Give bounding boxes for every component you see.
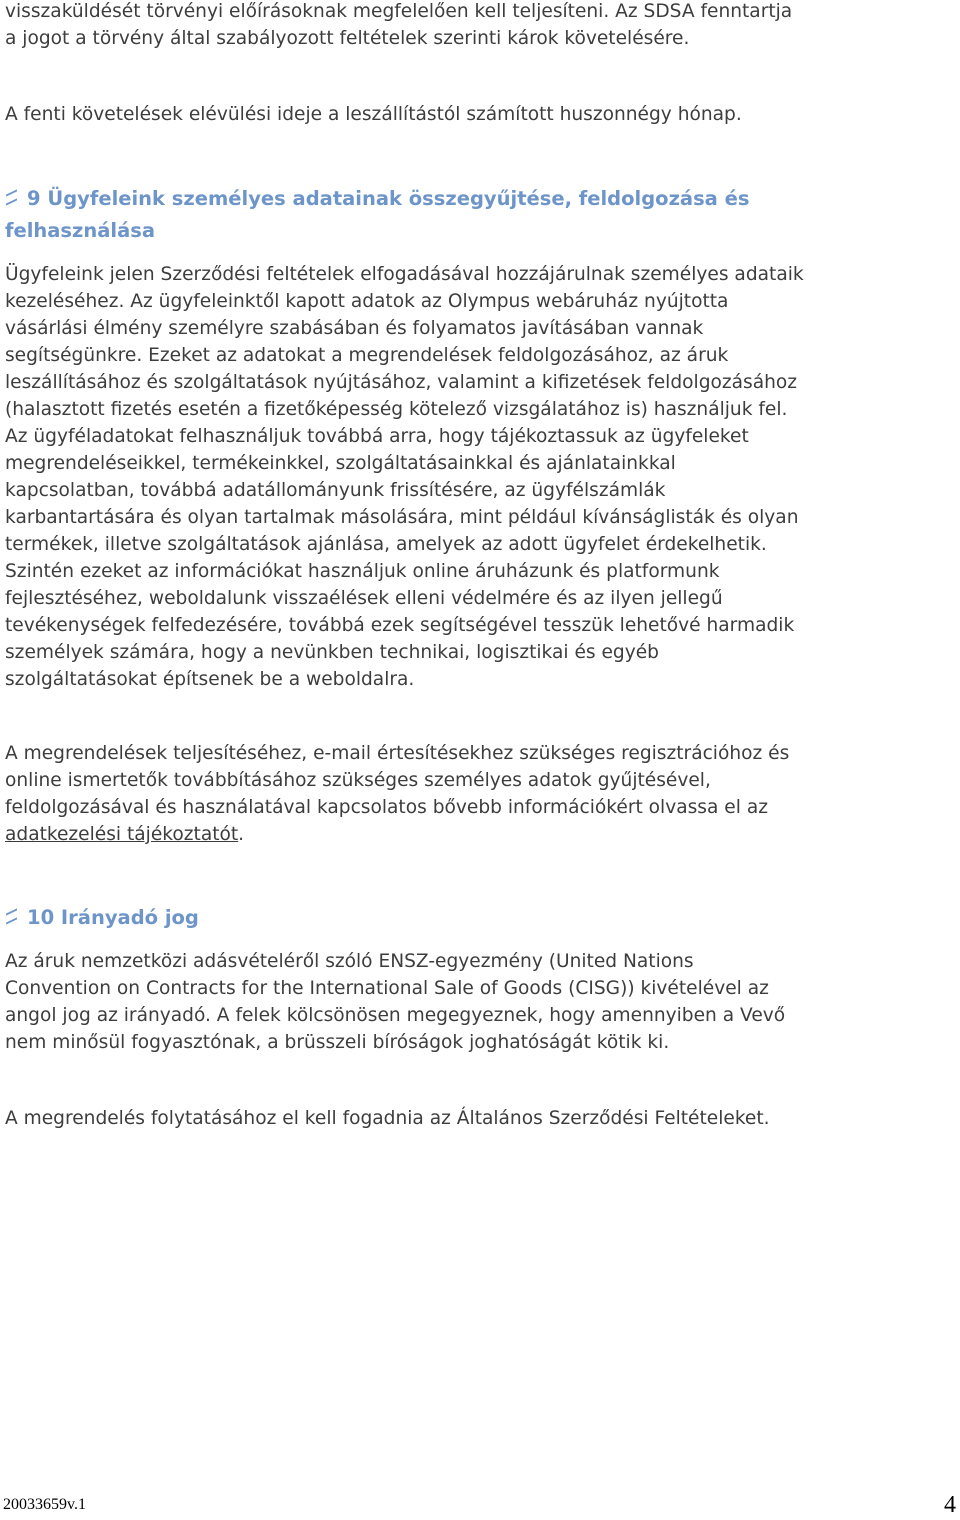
page-number: 4	[944, 1492, 956, 1518]
section-10-body: Az áruk nemzetközi adásvételéről szóló ENSZ-egyezmény (United Nations Convention on Contracts for the International Sale of Goods (CISG)) kivételével az angol jog az irányadó. A felek kölcsönösen megegyeznek, hogy amennyiben a Vevő nem minősül fogyasztónak, a brüsszeli bíróságok joghatóságát kötik ki.	[5, 951, 786, 1053]
paragraph-returns: visszaküldését törvényi előírásoknak megfelelően kell teljesíteni. Az SDSA fenntartja a jogot a törvény által szabályozott feltételek szerinti károk követelésére.	[5, 1, 793, 49]
section-10-heading: 10 Irányadó jog	[5, 902, 199, 934]
section-9-heading-line-2: felhasználása	[5, 219, 156, 242]
section-9-heading-line-1: 9 Ügyfeleink személyes adatainak összegyűjtése, feldolgozása és	[5, 183, 749, 215]
paragraph-accept-terms: A megrendelés folytatásához el kell fogadnia az Általános Szerződési Feltételeket.	[5, 1108, 770, 1129]
section-9-info-paragraph: A megrendelések teljesítéséhez, e-mail értesítésekhez szükséges regisztrációhoz és online ismertetők továbbításához szükséges személyes adatok gyűjtésével, feldolgozásával és használatával kapcsolatos bővebb információkért olvassa el az adatkezelési tájékoztatót.	[5, 743, 790, 845]
section-9-heading	[5, 183, 749, 247]
section-marker-icon	[5, 187, 17, 209]
section-marker-icon	[5, 906, 17, 928]
footer-document-code: 20033659v.1	[3, 1496, 86, 1513]
section-9-body: Ügyfeleink jelen Szerződési feltételek elfogadásával hozzájárulnak személyes adataik kezeléséhez. Az ügyfeleinktől kapott adatok az Olympus webáruház nyújtotta vásárlási élmény személyre szabásában és folyamatos javításában vannak segítségünkre. Ezeket az adatokat a megrendelések feldolgozásához, az áruk leszállításához és szolgáltatások nyújtásához, valamint a kifizetések feldolgozásához (halasztott fizetés esetén a fizetőképesség kötelező vizsgálatához is) használjuk fel. Az ügyféladatokat felhasználjuk továbbá arra, hogy tájékoztassuk az ügyfeleket megrendeléseikkel, termékeinkkel, szolgáltatásainkkal és ajánlatainkkal kapcsolatban, továbbá adatállományunk frissítésére, az ügyfélszámlák karbantartására és olyan tartalmak másolására, mint például kívánságlisták és olyan termékek, illetve szolgáltatások ajánlása, amelyek az adott ügyfelet érdekelhetik. Szintén ezeket az információkat használjuk online áruházunk és platformunk fejlesztéséhez, weboldalunk visszaélések elleni védelmére és az ilyen jellegű tevékenységek felfedezésére, továbbá ezek segítségével tesszük lehetővé harmadik személyek számára, hogy a nevünkben technikai, logisztikai és egyéb szolgáltatásokat építsenek be a weboldalra.	[5, 264, 804, 690]
privacy-policy-link[interactable]: adatkezelési tájékoztatót	[5, 824, 239, 845]
paragraph-claims-limitation: A fenti követelések elévülési ideje a leszállítástól számított huszonnégy hónap.	[5, 104, 742, 125]
